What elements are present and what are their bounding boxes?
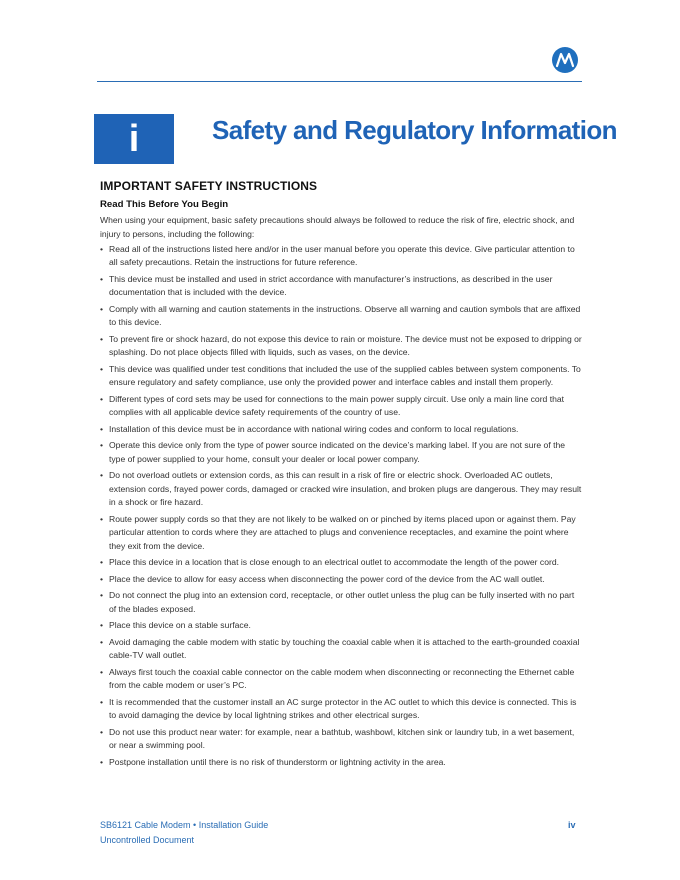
motorola-logo-glyph <box>552 47 578 73</box>
list-item: • Installation of this device must be in accordance with national wiring codes and conform to local regulations. <box>100 423 582 437</box>
list-item: • Different types of cord sets may be used for connections to the main power supply circuit. Use only a main line cord that complies with all applicable device safety requirements of the country of use. <box>100 393 582 420</box>
list-item: • Do not connect the plug into an extension cord, receptacle, or other outlet unless the plug can be fully inserted with no part of the blades exposed. <box>100 589 582 616</box>
list-item: • Read all of the instructions listed here and/or in the user manual before you operate this device. Give particular attention to all safety precautions. Retain the instructions for future reference. <box>100 243 582 270</box>
list-item: • Place this device on a stable surface. <box>100 619 582 633</box>
safety-section <box>100 179 582 772</box>
list-item: • This device was qualified under test conditions that included the use of the supplied cables between system components. To ensure regulatory and safety compliance, use only the provided power and interface cables and install them properly. <box>100 363 582 390</box>
list-item: • Place the device to allow for easy access when disconnecting the power cord of the device from the AC wall outlet. <box>100 573 582 587</box>
list-item: • Comply with all warning and caution statements in the instructions. Observe all warning and caution symbols that are affixed to this device. <box>100 303 582 330</box>
section-subheading: Read This Before You Begin <box>100 199 229 210</box>
footer-doc-title: SB6121 Cable Modem • Installation Guide <box>100 820 269 830</box>
list-item: • Avoid damaging the cable modem with static by touching the coaxial cable when it is attached to the earth-grounded coaxial cable-TV wall outlet. <box>100 636 582 663</box>
page-title: Safety and Regulatory Information <box>212 115 617 145</box>
list-item: • This device must be installed and used in strict accordance with manufacturer’s instructions, as described in the user documentation that is included with the device. <box>100 273 582 300</box>
footer-doc-status: Uncontrolled Document <box>100 835 195 845</box>
safety-instructions-list <box>100 243 582 770</box>
footer <box>100 818 268 848</box>
list-item: • Operate this device only from the type of power source indicated on the device’s marking label. If you are not sure of the type of power supplied to your home, consult your dealer or local power company. <box>100 439 582 466</box>
list-item: • Place this device in a location that is close enough to an electrical outlet to accommodate the length of the power cord. <box>100 556 582 570</box>
list-item: • Do not use this product near water: for example, near a bathtub, washbowl, kitchen sink or laundry tub, in a wet basement, or near a swimming pool. <box>100 726 582 753</box>
section-heading: IMPORTANT SAFETY INSTRUCTIONS <box>100 179 318 193</box>
list-item: • Route power supply cords so that they are not likely to be walked on or pinched by items placed upon or against them. Pay particular attention to cords where they are attached to plugs and convenience receptacles, and examine the point where they exit from the device. <box>100 513 582 554</box>
list-item: • Do not overload outlets or extension cords, as this can result in a risk of fire or electric shock. Overloaded AC outlets, extension cords, frayed power cords, damaged or cracked wire insulation, and broken plugs are dangerous. They may result in a shock or fire hazard. <box>100 469 582 510</box>
chapter-marker: i <box>94 114 174 164</box>
intro-paragraph: When using your equipment, basic safety precautions should always be followed to reduce the risk of fire, electric shock, and injury to persons, including the following: <box>100 215 575 239</box>
list-item: • Always first touch the coaxial cable connector on the cable modem when disconnecting or reconnecting the Ethernet cable from the cable modem or user’s PC. <box>100 666 582 693</box>
motorola-logo-icon <box>552 47 578 73</box>
page-number: iv <box>568 820 576 830</box>
list-item: • To prevent fire or shock hazard, do not expose this device to rain or moisture. The device must not be exposed to dripping or splashing. Do not place objects filled with liquids, such as vases, on the device. <box>100 333 582 360</box>
header-divider <box>97 81 582 82</box>
list-item: • It is recommended that the customer install an AC surge protector in the AC outlet to which this device is connected. This is to avoid damaging the device by local lightning strikes and other electrical surges. <box>100 696 582 723</box>
list-item: • Postpone installation until there is no risk of thunderstorm or lightning activity in the area. <box>100 756 582 770</box>
